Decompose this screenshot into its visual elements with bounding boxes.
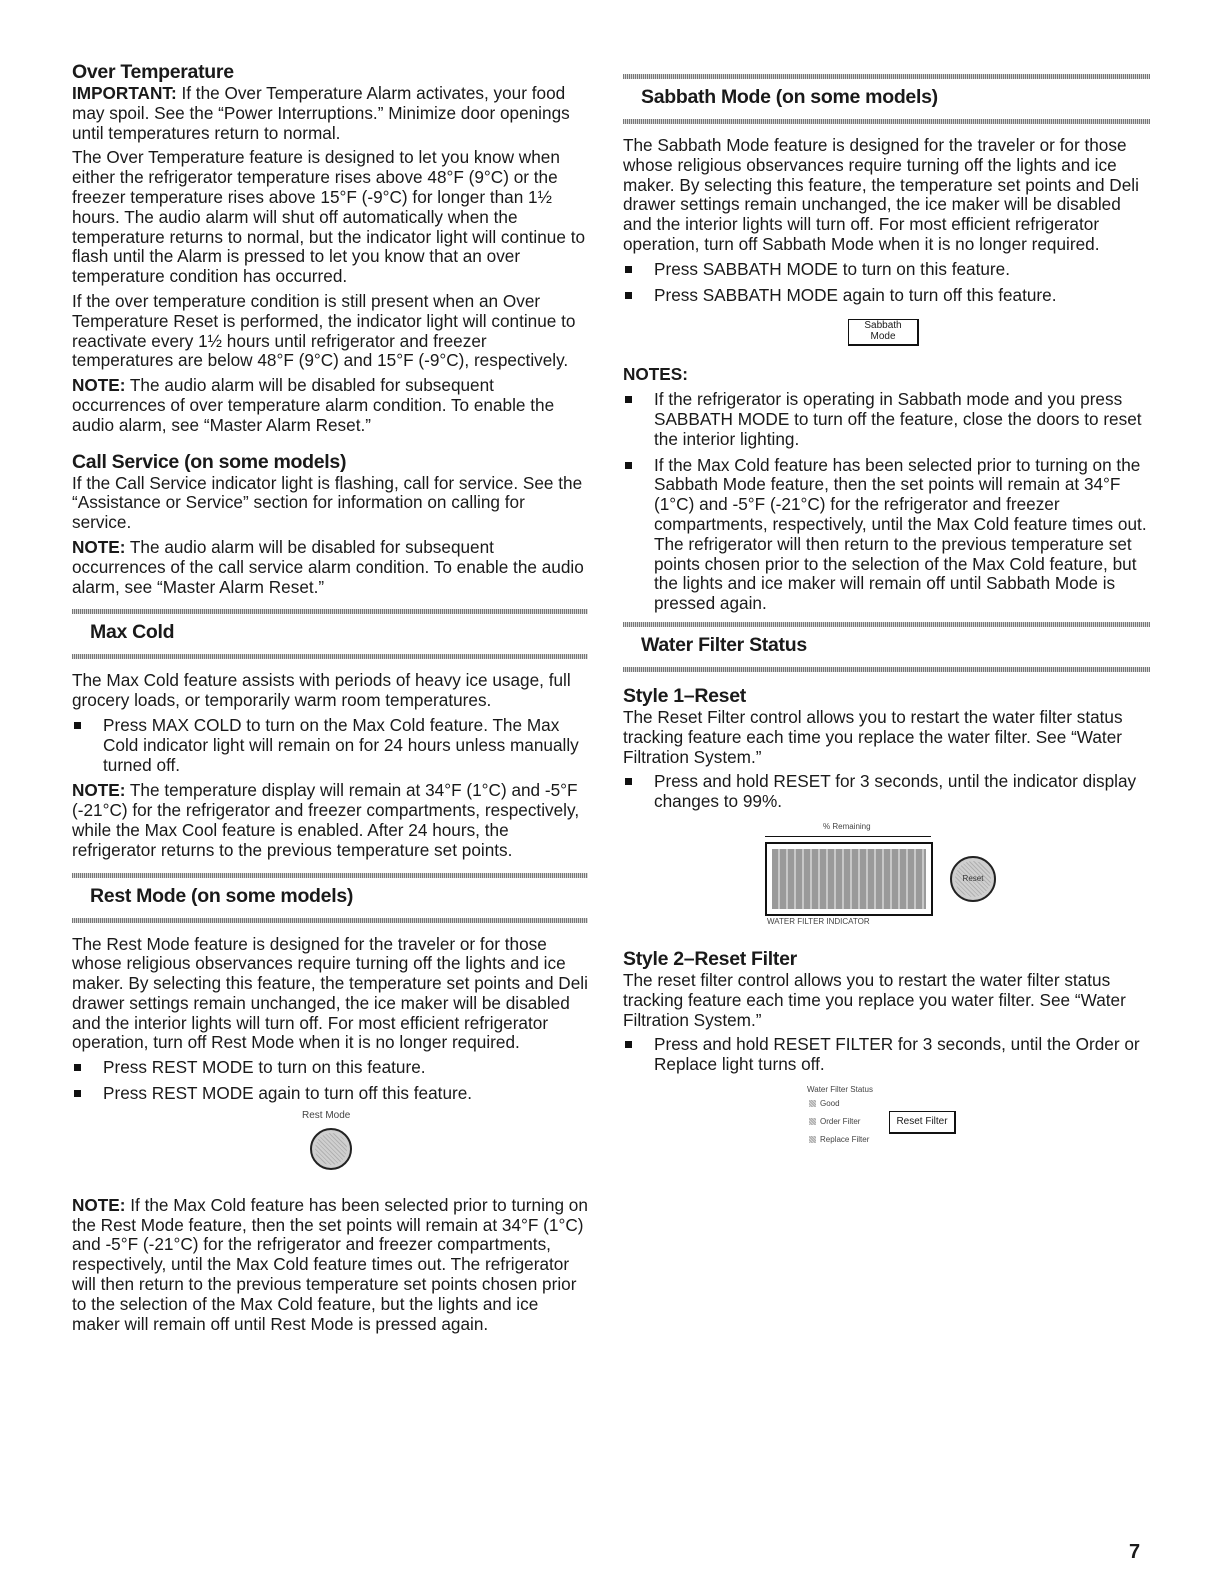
sabbath-notes-heading: NOTES: (623, 364, 688, 385)
list-item: Press and hold RESET FILTER for 3 seconds, until the Order or Replace light turns off. (623, 1035, 1150, 1075)
max-cold-heading: Max Cold (90, 621, 175, 644)
list-item: Press MAX COLD to turn on the Max Cold feature. The Max Cold indicator light will remain on for 24 hours unless manually turned off. (72, 716, 588, 775)
rest-mode-figure-label: Rest Mode (302, 1109, 351, 1121)
over-temperature-heading: Over Temperature (72, 61, 234, 83)
list-item: Press REST MODE again to turn off this feature. (72, 1084, 588, 1104)
sabbath-heading: Sabbath Mode (on some models) (641, 86, 938, 108)
call-service-note: NOTE: The audio alarm will be disabled for subsequent occurrences of the call service alarm condition. To enable the audio alarm, see “Master Alarm Reset.” (72, 536, 584, 597)
rest-mode-note: NOTE: If the Max Cold feature has been selected prior to turning on the Rest Mode feature, then the set points will remain at 34°F (1°C) and -5°F (-21°C) for the refrigerator and freezer compartments, respectively, until the Max Cold feature times out. The refrigerator will then return to the previous temperature set points chosen prior to the selection of the Max Cold feature, but the lights and ice maker will remain off until Rest Mode is pressed again. (72, 1194, 588, 1334)
style1-text: The Reset Filter control allows you to restart the water filter status tracking feature each time you replace the water filter. See “Water Filtration System.” (623, 706, 1123, 767)
list-item: Press SABBATH MODE again to turn off this feature. (623, 286, 1150, 306)
rest-mode-section-header (72, 873, 588, 923)
list-item: Press SABBATH MODE to turn on this feature. (623, 260, 1150, 280)
max-cold-note: NOTE: The temperature display will remain at 34°F (1°C) and -5°F (-21°C) for the refrigerator and freezer compartments, respectively, while the Max Cool feature is enabled. After 24 hours, the refrigerator returns to the previous temperature set points. (72, 780, 580, 860)
water-filter-section-header (623, 622, 1150, 672)
order-light-icon (809, 1118, 816, 1125)
style2-heading: Style 2–Reset Filter (623, 947, 797, 970)
sabbath-figure (623, 311, 1150, 361)
style1-heading: Style 1–Reset (623, 684, 746, 707)
right-column (623, 62, 1150, 1151)
rest-mode-button-icon (310, 1128, 352, 1170)
water-filter-indicator-caption: WATER FILTER INDICATOR (767, 916, 870, 926)
reset-filter-button-icon: Reset Filter (889, 1111, 956, 1134)
list-item: If the refrigerator is operating in Sabbath mode and you press SABBATH MODE to turn off the feature, close the doors to reset the interior lighting. (623, 390, 1150, 449)
order-filter-status-row: Order Filter (809, 1117, 860, 1126)
percent-remaining-label: % Remaining (823, 821, 871, 831)
sabbath-section-header (623, 74, 1150, 124)
reset-button-icon: Reset (950, 856, 996, 902)
rest-mode-list (72, 1058, 588, 1104)
water-filter-status-title: Water Filter Status (807, 1084, 873, 1094)
sabbath-notes-list (623, 390, 1150, 614)
left-column (72, 60, 588, 1339)
page-number: 7 (1129, 1541, 1141, 1563)
good-light-icon (809, 1100, 816, 1107)
style2-list (623, 1035, 1150, 1075)
max-cold-text: The Max Cold feature assists with periods of heavy ice usage, full grocery loads, or temporarily warm room temperatures. (72, 670, 571, 711)
call-service-text: If the Call Service indicator light is flashing, call for service. See the “Assistance or Service” section for information on calling for service. (72, 472, 583, 533)
replace-filter-status-row: Replace Filter (809, 1135, 869, 1144)
over-temperature-reset-text: If the over temperature condition is still present when an Over Temperature Reset is performed, the indicator light will continue to reactivate every 1½ hours until refrigerator and freezer temperatures are below 48°F (9°C) and 15°F (-9°C), respectively. (72, 290, 576, 371)
over-temperature-important: IMPORTANT: If the Over Temperature Alarm activates, your food may spoil. See the “Power Interruptions.” Minimize door openings until temperatures return to normal. (72, 83, 570, 143)
sabbath-list (623, 260, 1150, 306)
replace-light-icon (809, 1136, 816, 1143)
good-status-row: Good (809, 1099, 840, 1108)
water-filter-indicator-figure (623, 818, 1150, 933)
rest-mode-heading: Rest Mode (on some models) (90, 884, 354, 907)
rest-mode-figure (72, 1110, 588, 1196)
water-filter-status-figure (623, 1081, 1150, 1151)
style2-text: The reset filter control allows you to restart the water filter status tracking feature each time you replace you water filter. See “Water Filtration System.” (623, 969, 1126, 1030)
list-item: Press and hold RESET for 3 seconds, until the indicator display changes to 99%. (623, 772, 1150, 812)
max-cold-list (72, 716, 588, 775)
indicator-top-rule (765, 836, 931, 837)
call-service-heading: Call Service (on some models) (72, 450, 347, 473)
list-item: If the Max Cold feature has been selected prior to turning on the Sabbath Mode feature, then the set points will remain at 34°F (1°C) and -5°F (-21°C) for the refrigerator and freezer compartments, respectively, until the Max Cold feature times out. The refrigerator will then return to the previous temperature set points chosen prior to the selection of the Max Cold feature, but the lights and ice maker will remain off until Sabbath Mode is pressed again. (623, 456, 1150, 614)
water-filter-indicator-panel (765, 842, 933, 916)
style1-list (623, 772, 1150, 812)
rest-mode-text: The Rest Mode feature is designed for the traveler or for those whose religious observances require turning off the lights and ice maker. By selecting this feature, the temperature set points and Deli drawer settings remain unchanged, the ice maker will be disabled and the interior lights will turn off. For most efficient refrigerator operation, turn off Rest Mode when it is no longer required. (72, 933, 588, 1053)
over-temperature-note: NOTE: The audio alarm will be disabled for subsequent occurrences of over temperature alarm condition. To enable the audio alarm, see “Master Alarm Reset.” (72, 375, 555, 435)
over-temperature-description: The Over Temperature feature is designed to let you know when either the refrigerator temperature rises above 48°F (9°C) or the freezer temperature rises above 15°F (-9°C) for longer than 1½ hours. The audio alarm will shut off automatically when the temperature returns to normal, but the indicator light will continue to flash until the Alarm is pressed to let you know that an over temperature condition has occurred. (72, 147, 586, 287)
list-item: Press REST MODE to turn on this feature. (72, 1058, 588, 1078)
sabbath-mode-button-icon: Sabbath Mode (848, 319, 919, 346)
max-cold-section-header (72, 609, 588, 659)
water-filter-heading: Water Filter Status (641, 633, 807, 656)
sabbath-text: The Sabbath Mode feature is designed for the traveler or for those whose religious observances require turning off the lights and ice maker. By selecting this feature, the temperature set points and Deli drawer settings remain unchanged, the ice maker will be disabled and the interior lights will turn off. For most efficient refrigerator operation, turn off Sabbath Mode when it is no longer required. (623, 135, 1139, 254)
